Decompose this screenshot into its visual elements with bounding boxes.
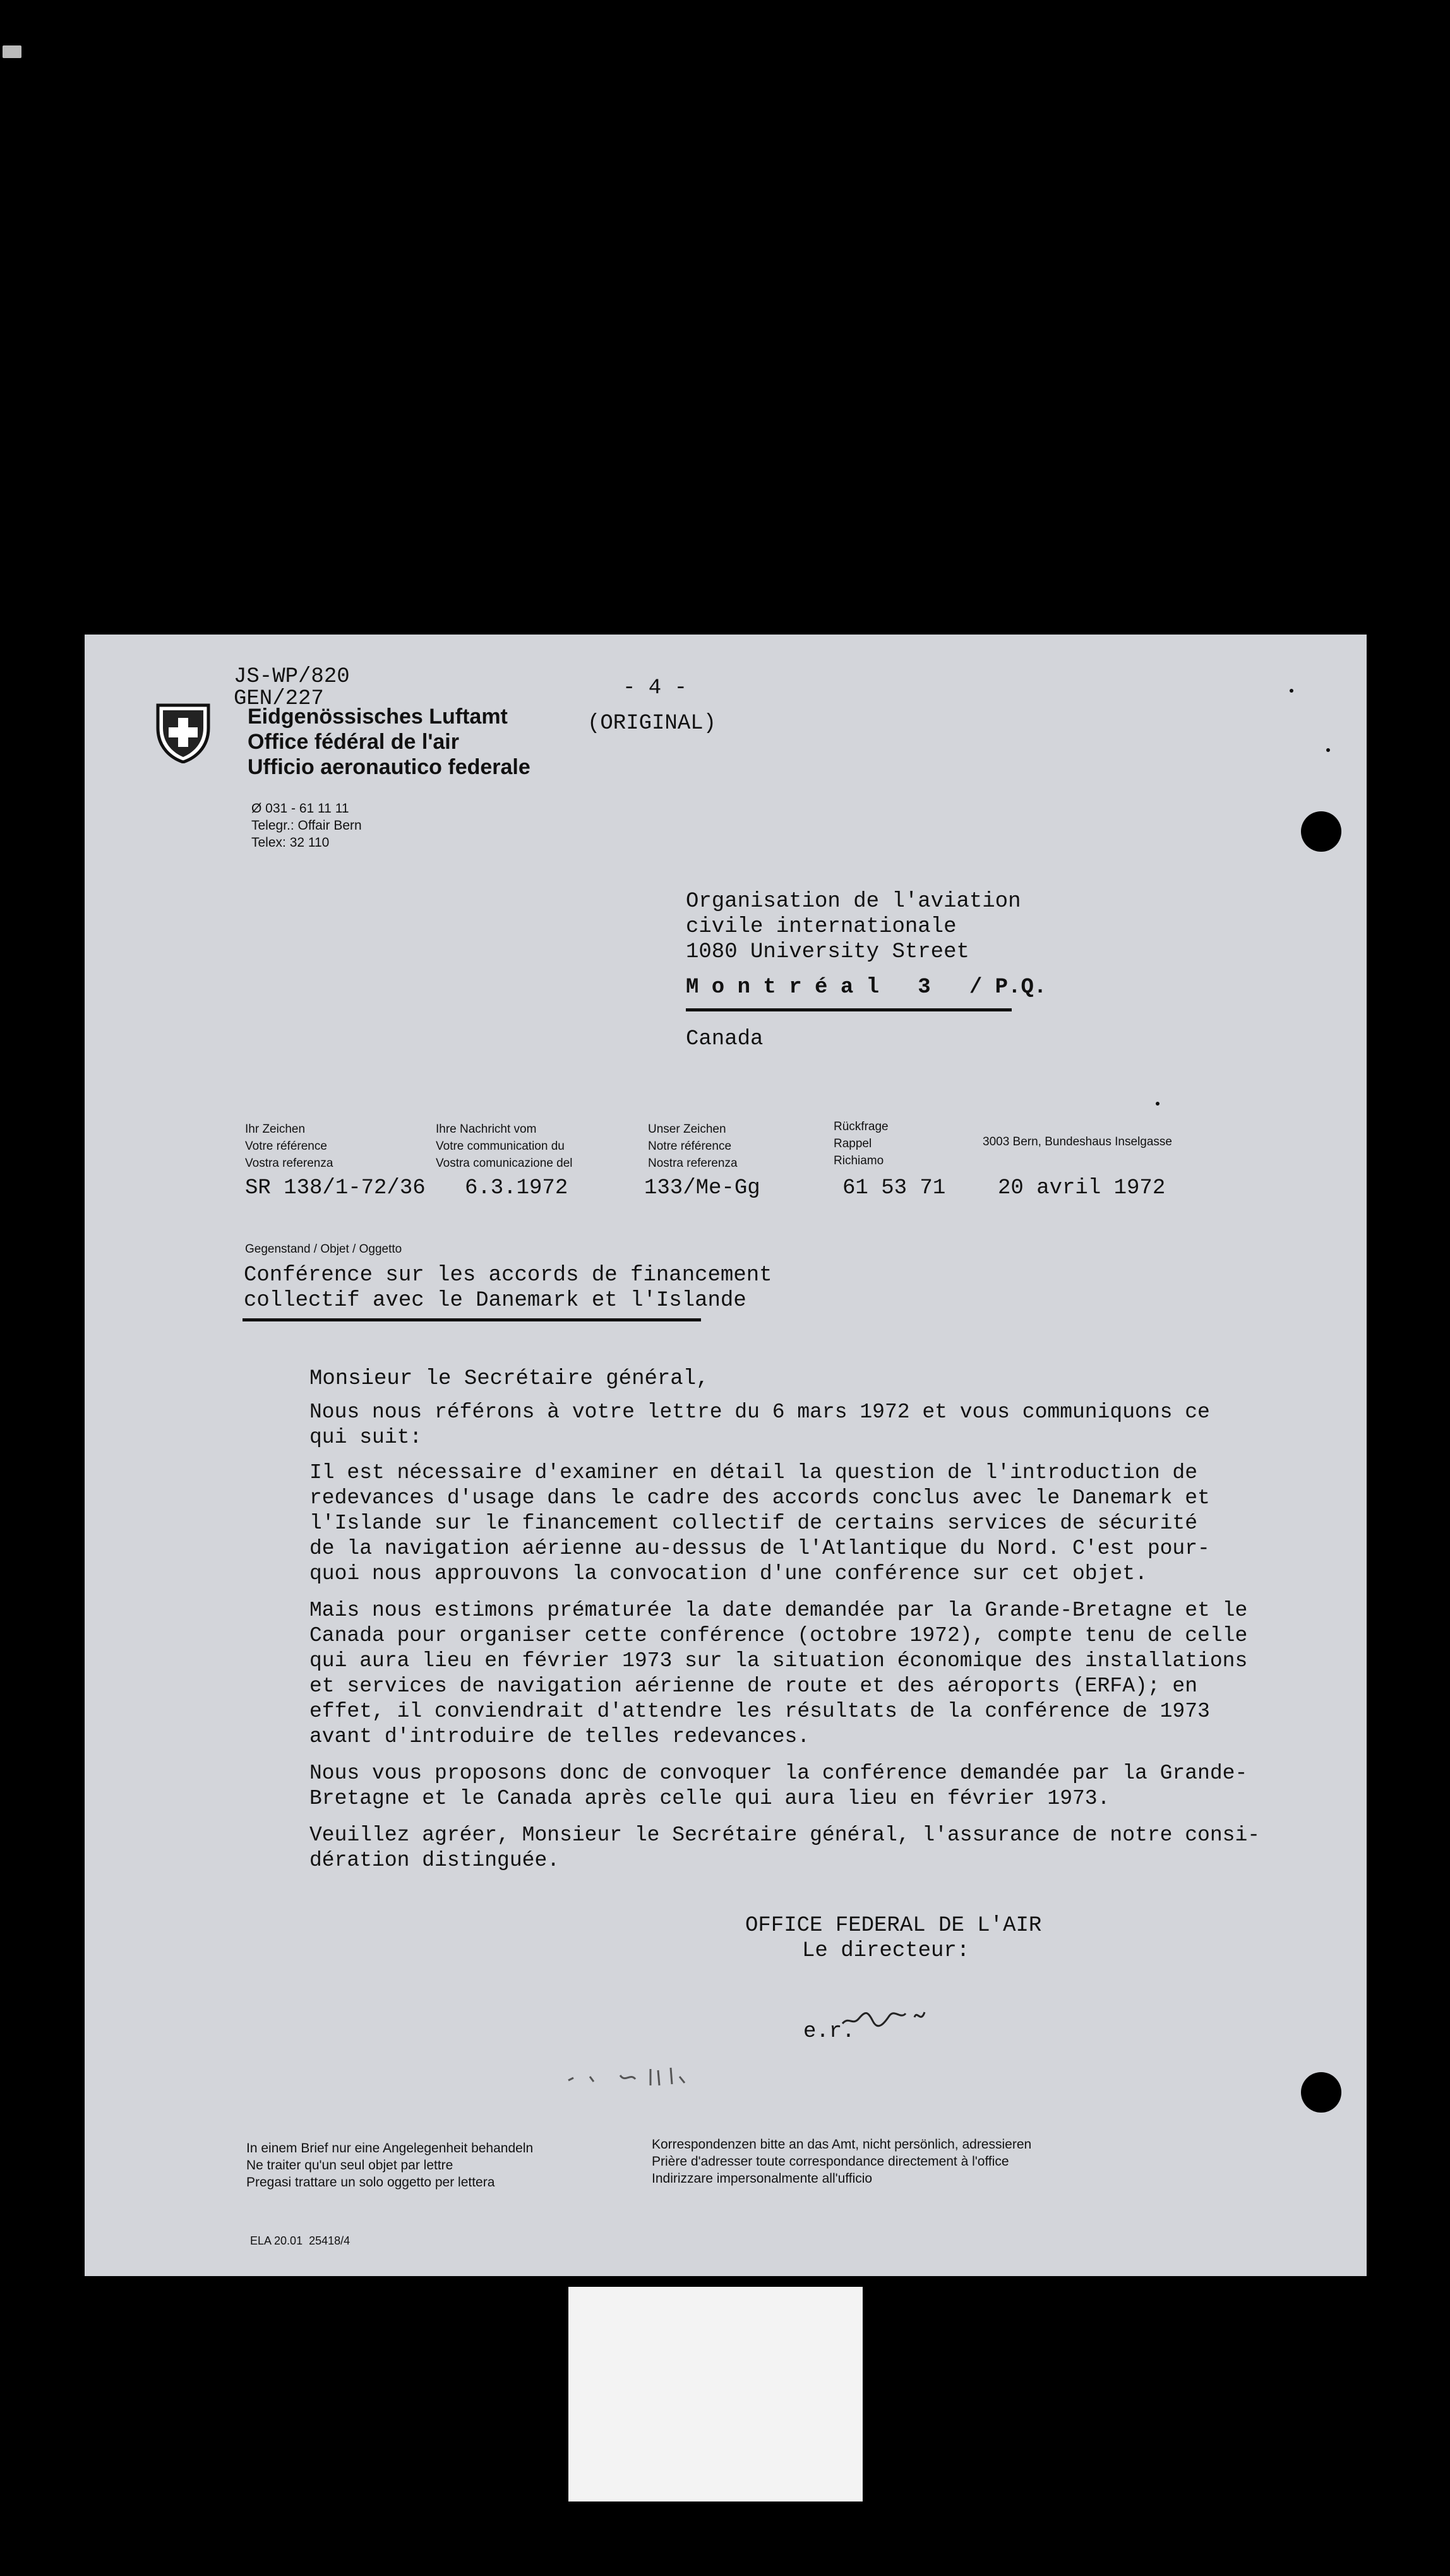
office-name-de: Eidgenössisches Luftamt	[248, 705, 508, 729]
nachricht-label-it: Vostra comunicazione del	[436, 1157, 573, 1170]
telex-line: Telex: 32 110	[251, 835, 330, 850]
footer-left-fr: Ne traiter qu'un seul objet par lettre	[246, 2158, 453, 2173]
speck	[1290, 689, 1293, 693]
rueckfrage-value: 61 53 71	[842, 1176, 946, 1200]
phone-line: Ø 031 - 61 11 11	[251, 801, 349, 816]
ihr-zeichen-label-de: Ihr Zeichen	[245, 1123, 306, 1136]
place-label: 3003 Bern, Bundeshaus Inselgasse	[983, 1135, 1172, 1148]
form-code: ELA 20.01 25418/4	[250, 2234, 351, 2247]
paragraph-2: Il est nécessaire d'examiner en détail la question de l'introduction de redevances d'usage dans le cadre des accords conclus avec le Danemark et l'Islande sur le financement collectif de certains services de sécurité de la navigation aérienne au-dessus de l'Atlantique du Nord. C'est pour- quoi nous approuvons la convocation d'une conférence sur cet objet.	[309, 1461, 1210, 1585]
telegram-line: Telegr.: Offair Bern	[251, 818, 362, 833]
nachricht-label-fr: Votre communication du	[436, 1140, 565, 1153]
footer-left-it: Pregasi trattare un solo oggetto per lettera	[246, 2175, 495, 2190]
footer-right-it: Indirizzare impersonalmente all'ufficio	[652, 2171, 873, 2186]
unser-zeichen-label-it: Nostra referenza	[648, 1157, 738, 1170]
rueckfrage-label-it: Richiamo	[834, 1154, 884, 1167]
rueckfrage-label-fr: Rappel	[834, 1137, 872, 1150]
blank-slip	[568, 2287, 863, 2501]
signature-office: OFFICE FEDERAL DE L'AIR	[745, 1914, 1042, 1938]
recipient-line-3: 1080 University Street	[686, 940, 969, 964]
speck	[1156, 1102, 1159, 1106]
speck	[1326, 748, 1330, 752]
date-value: 20 avril 1972	[998, 1176, 1166, 1200]
subject-line-2: collectif avec le Danemark et l'Islande	[244, 1289, 746, 1313]
reference-code-1: JS-WP/820	[234, 665, 350, 689]
recipient-country: Canada	[686, 1027, 764, 1051]
paragraph-4: Nous vous proposons donc de convoquer la conférence demandée par la Grande- Bretagne et le Canada après celle qui aura lieu en février 1973.	[309, 1762, 1248, 1810]
punch-hole-top	[1301, 811, 1341, 852]
ihr-zeichen-value: SR 138/1-72/36	[245, 1176, 426, 1200]
original-label: (ORIGINAL)	[587, 712, 717, 736]
reference-code-2: GEN/227	[234, 687, 324, 711]
unser-zeichen-label-de: Unser Zeichen	[648, 1123, 726, 1136]
recipient-line-2: civile internationale	[686, 915, 957, 939]
paragraph-3: Mais nous estimons prématurée la date demandée par la Grande-Bretagne et le Canada pour organiser cette conférence (octobre 1972), compte tenu de celle qui aura lieu en février 1973 sur la situation économique des installations et services de navigation aérienne de route et des aéroports (ERFA); en effet, il conviendrait d'attendre les résultats de la conférence de 1973 avant d'introduire de telles redevances.	[309, 1599, 1248, 1748]
footer-left-de: In einem Brief nur eine Angelegenheit behandeln	[246, 2141, 534, 2156]
paragraph-1: Nous nous référons à votre lettre du 6 mars 1972 et vous communiquons ce qui suit:	[309, 1400, 1210, 1449]
ihr-zeichen-label-it: Vostra referenza	[245, 1157, 333, 1170]
unser-zeichen-label-fr: Notre référence	[648, 1140, 732, 1153]
office-name-it: Ufficio aeronautico federale	[248, 755, 530, 779]
recipient-city: M o n t r é a l 3 / P.Q.	[686, 975, 1047, 999]
swiss-cross-logo	[155, 703, 211, 763]
subject-underline	[243, 1318, 701, 1321]
scan-mark	[3, 45, 21, 58]
footer-right-fr: Prière d'adresser toute correspondance directement à l'office	[652, 2154, 1009, 2169]
paragraph-5: Veuillez agréer, Monsieur le Secrétaire général, l'assurance de notre consi- dération distinguée.	[309, 1823, 1261, 1872]
page-number: - 4 -	[623, 676, 688, 700]
stamp-smudge	[565, 2064, 729, 2089]
subject-label: Gegenstand / Objet / Oggetto	[245, 1243, 402, 1256]
punch-hole-bottom	[1301, 2072, 1341, 2113]
subject-line-1: Conférence sur les accords de financement	[244, 1263, 772, 1287]
signature-title: Le directeur:	[802, 1939, 970, 1963]
nachricht-value: 6.3.1972	[465, 1176, 568, 1200]
salutation: Monsieur le Secrétaire général,	[309, 1367, 709, 1391]
signature-er: e.r.	[803, 2020, 855, 2044]
footer-right-de: Korrespondenzen bitte an das Amt, nicht persönlich, adressieren	[652, 2137, 1032, 2152]
office-name-fr: Office fédéral de l'air	[248, 730, 459, 754]
ihr-zeichen-label-fr: Votre référence	[245, 1140, 327, 1153]
handwritten-signature	[840, 2005, 935, 2030]
nachricht-label-de: Ihre Nachricht vom	[436, 1123, 537, 1136]
city-underline	[686, 1008, 1012, 1011]
letter-page	[85, 635, 1367, 2276]
rueckfrage-label-de: Rückfrage	[834, 1120, 889, 1133]
unser-zeichen-value: 133/Me-Gg	[644, 1176, 760, 1200]
recipient-line-1: Organisation de l'aviation	[686, 890, 1021, 914]
